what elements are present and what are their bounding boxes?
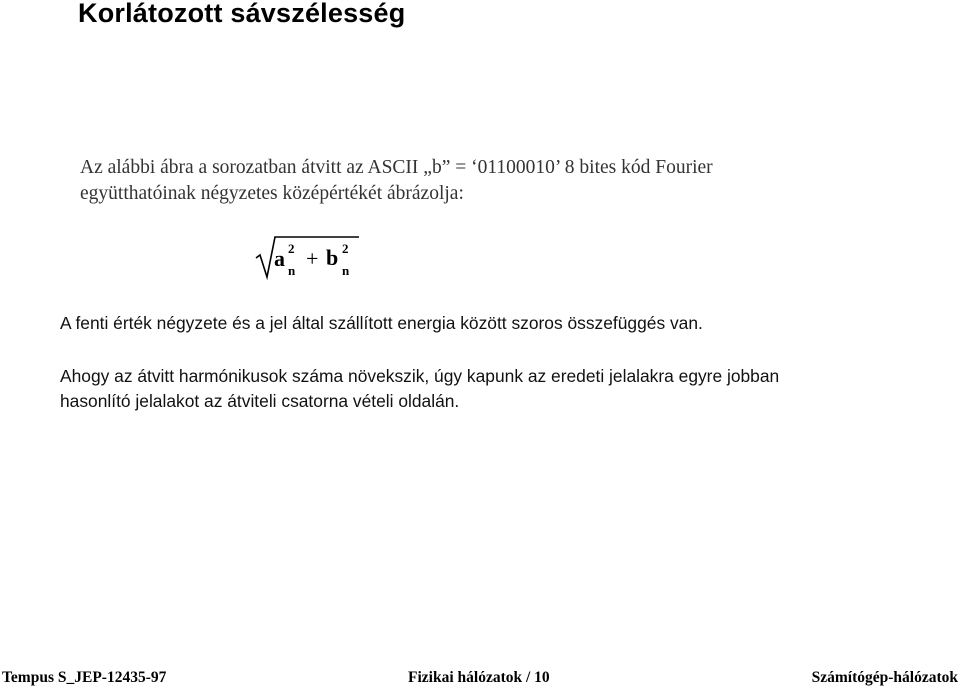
harmonics-line-1: Ahogy az átvitt harmónikusok száma növekszik, úgy kapunk az eredeti jelalakra egyre jobban [60, 366, 780, 386]
energy-paragraph: A fenti érték négyzete és a jel által szállított energia között szoros összefüggés van. [60, 313, 703, 333]
harmonics-line-2: hasonlító jelalakot az átviteli csatorna vételi oldalán. [60, 391, 460, 411]
intro-line-2: együtthatóinak négyzetes középértékét ábrázolja: [80, 183, 464, 204]
slide-footer [0, 665, 960, 691]
formula-a-subscript: n [288, 263, 296, 278]
formula-a: a [274, 246, 285, 271]
rms-formula [255, 233, 365, 281]
intro-text [80, 155, 940, 207]
formula-b-subscript: n [342, 263, 350, 278]
formula-plus: + [306, 246, 319, 271]
intro-line-1: Az alábbi ábra a sorozatban átvitt az ASCII „b” = ‘01100010’ 8 bites kód Fourier [80, 157, 713, 178]
footer-page-number: Fizikai hálózatok / 10 [408, 669, 550, 686]
formula-b-exponent: 2 [342, 241, 349, 256]
formula-b: b [326, 245, 339, 270]
harmonics-paragraph [60, 364, 940, 414]
slide-title: Korlátozott sávszélesség [78, 0, 406, 28]
footer-project-code: Tempus S_JEP-12435-97 [2, 669, 167, 686]
footer-course-name: Számítógép-hálózatok [811, 669, 958, 686]
formula-a-exponent: 2 [288, 241, 295, 256]
